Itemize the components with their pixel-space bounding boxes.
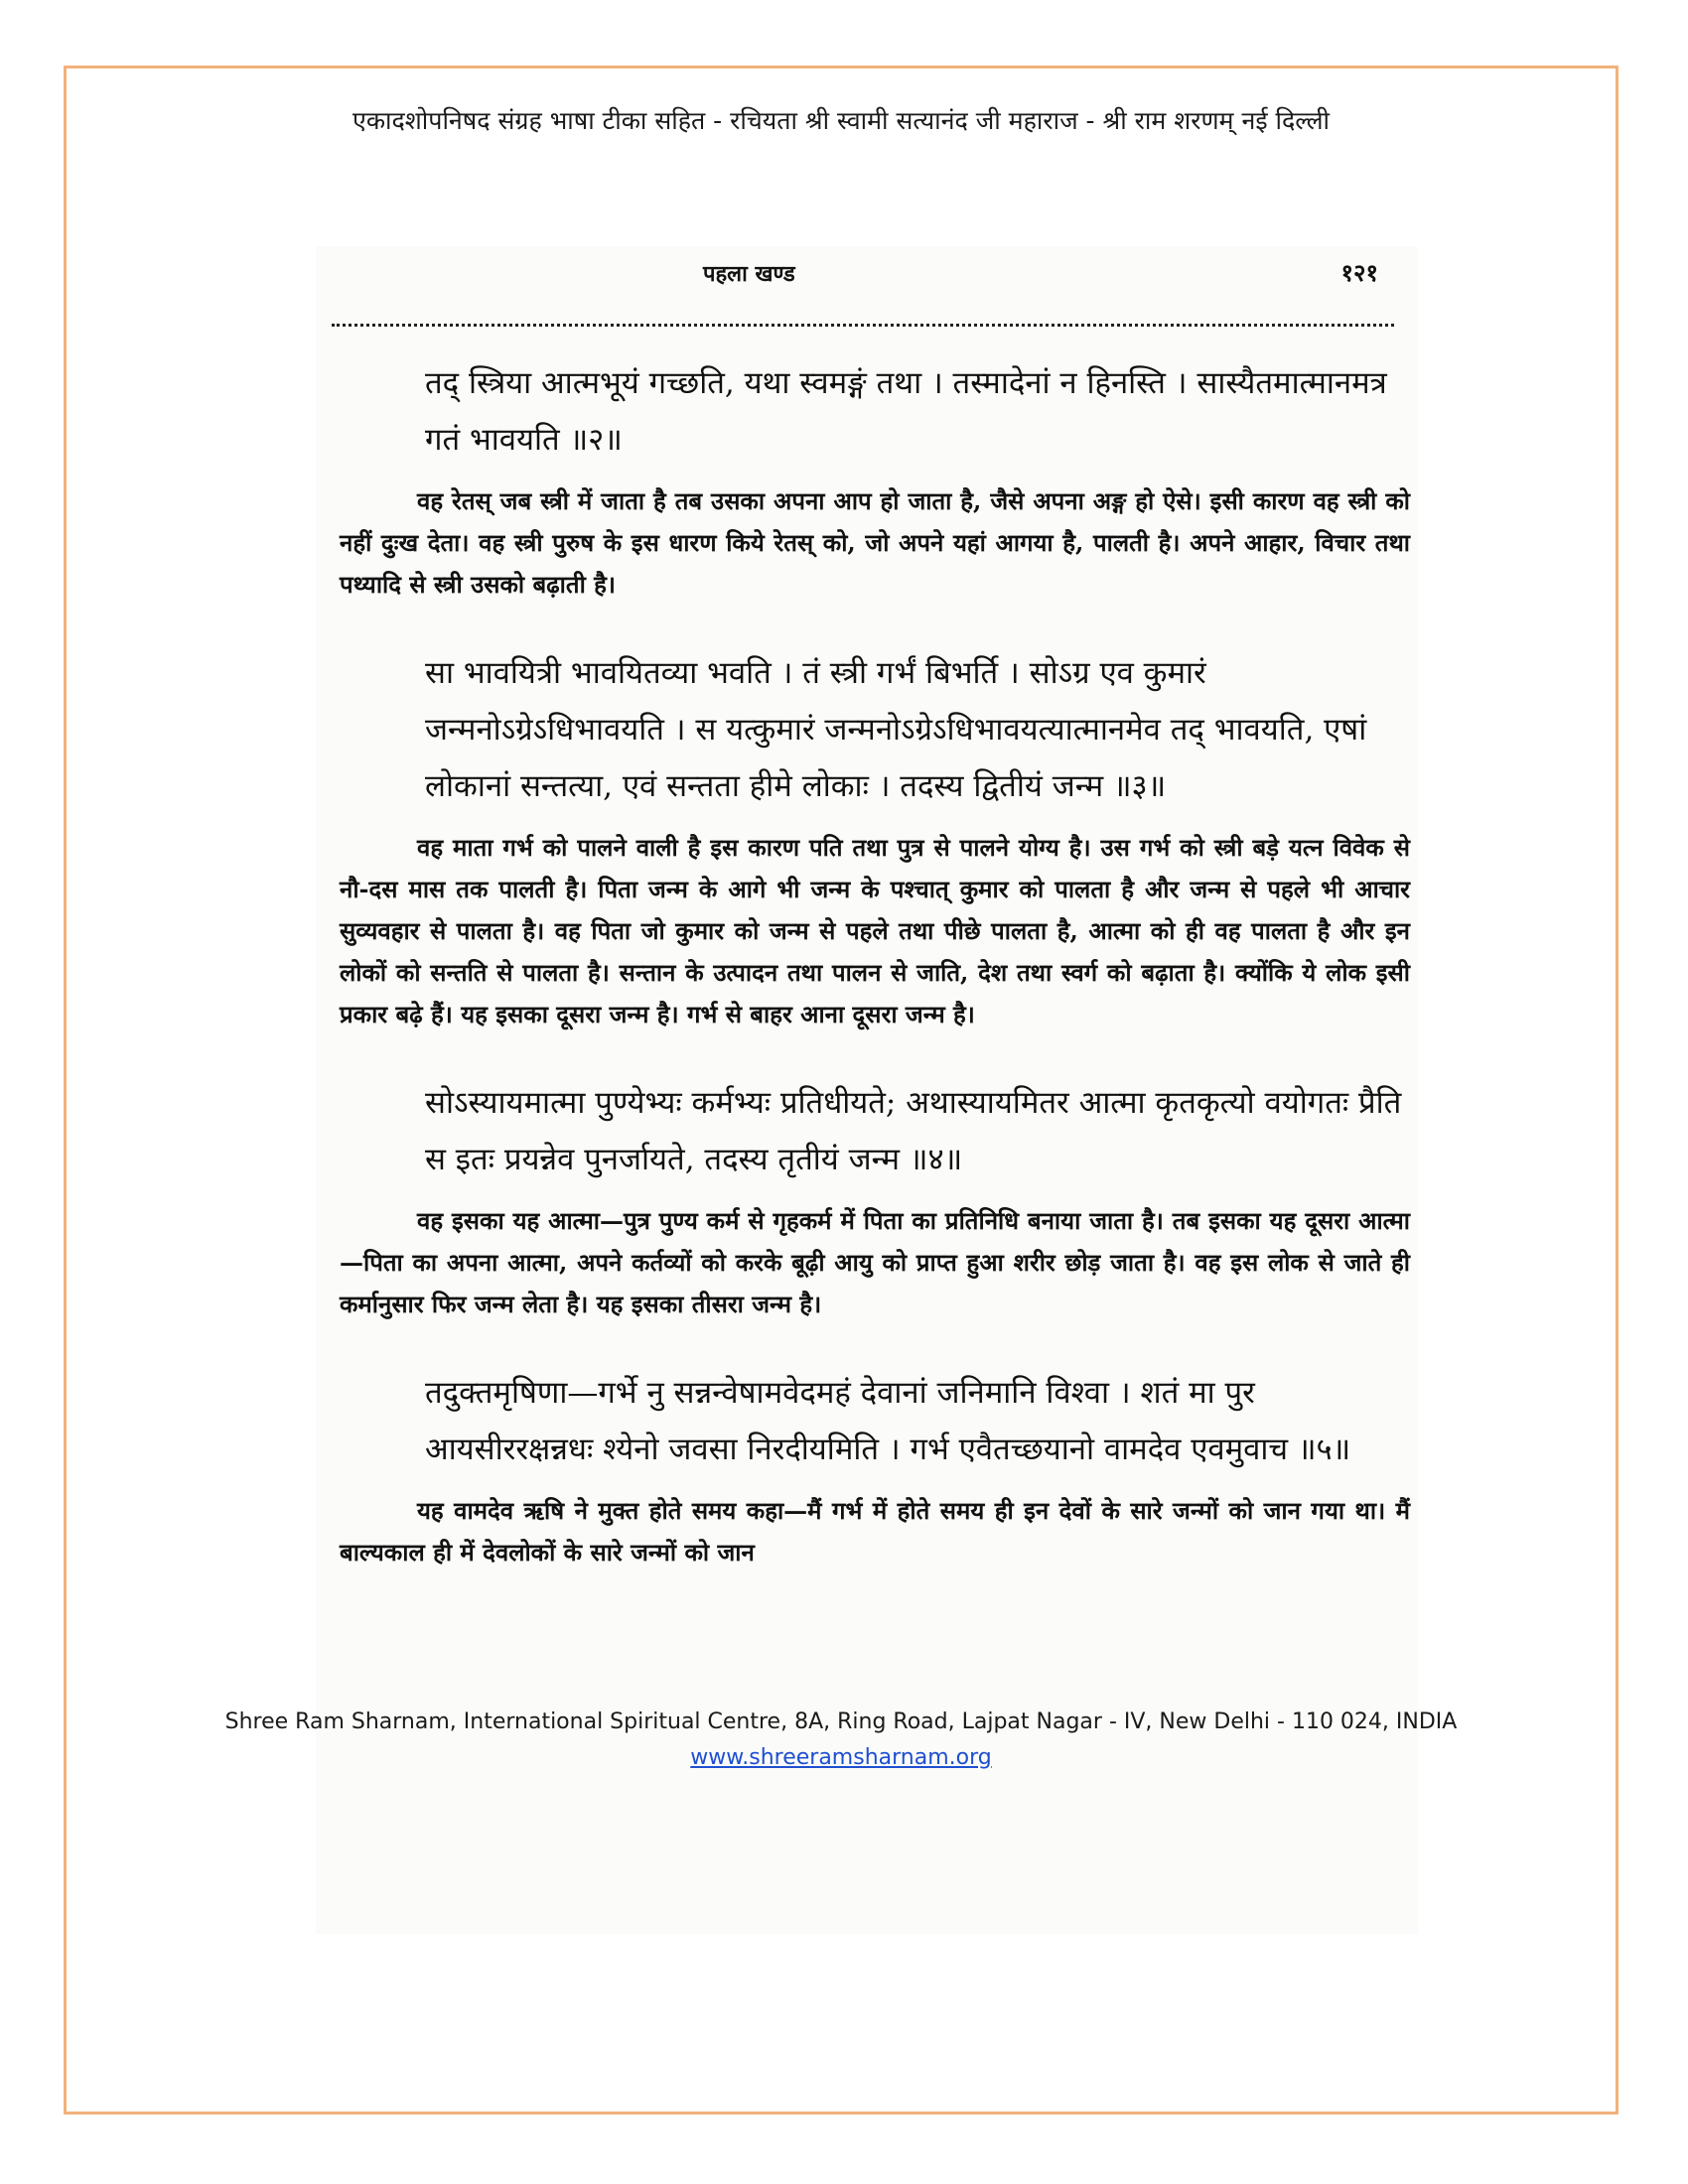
scanned-page	[316, 246, 1418, 1934]
commentary-2: वह रेतस् जब स्त्री में जाता है तब उसका अपना आप हो जाता है, जैसे अपना अङ्ग हो ऐसे। इसी कारण वह स्त्री को नहीं दुःख देता। वह स्त्री पुरुष के इस धारण किये रेतस् को, जो अपने यहां आगया है, पालती है। अपने आहार, विचार तथा पथ्यादि से स्त्री उसको बढ़ाती है।	[340, 486, 1410, 599]
dotted-divider	[332, 324, 1394, 328]
commentary-3: वह माता गर्भ को पालने वाली है इस कारण पति तथा पुत्र से पालने योग्य है। उस गर्भ को स्त्री बड़े यत्न विवेक से नौ-दस मास तक पालती है। पिता जन्म के आगे भी जन्म के पश्चात् कुमार को पालता है और जन्म से पहले भी आचार सुव्यवहार से पालता है। वह पिता जो कुमार को जन्म से पहले तथा पीछे पालता है, आत्मा को ही वह पालता है और इन लोकों को सन्तति से पालता है। सन्तान के उत्पादन तथा पालन से जाति, देश तथा स्वर्ग को बढ़ाता है। क्योंकि ये लोक इसी प्रकार बढ़े हैं। यह इसका दूसरा जन्म है। गर्भ से बाहर आना दूसरा जन्म है।	[340, 833, 1410, 1028]
verse-5: तदुक्तमृषिणा—गर्भे नु सन्नन्वेषामवेदमहं देवानां जनिमानि विश्वा । शतं मा पुर आयसीररक्षन्नधः श्येनो जवसा निरदीयमिति । गर्भ एवैतच्छयानो वामदेव एवमुवाच ॥५॥	[425, 1375, 1351, 1467]
section-title: पहला खण्ड	[703, 261, 795, 287]
scan-running-head	[316, 246, 1418, 294]
footer-address: Shree Ram Sharnam, International Spiritual Centre, 8A, Ring Road, Lajpat Nagar - IV, New Delhi - 110 024, INDIA	[224, 1709, 1458, 1734]
verse-3: सा भावयित्री भावयितव्या भवति । तं स्त्री गर्भं बिभर्ति । सोऽग्र एव कुमारं जन्मनोऽग्रेऽधिभावयति । स यत्कुमारं जन्मनोऽग्रेऽधिभावयत्यात्मानमेव तद् भावयति, एषां लोकानां सन्तत्या, एवं सन्तता हीमे लोकाः । तदस्य द्वितीयं जन्म ॥३॥	[425, 655, 1367, 804]
commentary-4: वह इसका यह आत्मा—पुत्र पुण्य कर्म से गृहकर्म में पिता का प्रतिनिधि बनाया जाता है। तब इसका यह दूसरा आत्मा—पिता का अपना आत्मा, अपने कर्तव्यों को करके बूढ़ी आयु को प्राप्त हुआ शरीर छोड़ जाता है। वह इस लोक से जाते ही कर्मानुसार फिर जन्म लेता है। यह इसका तीसरा जन्म है।	[340, 1206, 1410, 1318]
verse-2: तद् स्त्रिया आत्मभूयं गच्छति, यथा स्वमङ्गं तथा । तस्मादेनां न हिनस्ति । सास्यैतमात्मानमत्र गतं भावयति ॥२॥	[425, 365, 1387, 458]
page-header-title: एकादशोपनिषद संग्रह भाषा टीका सहित - रचियता श्री स्वामी सत्यानंद जी महाराज - श्री राम शरणम् नई दिल्ली	[352, 106, 1330, 135]
verse-4: सोऽस्यायमात्मा पुण्येभ्यः कर्मभ्यः प्रतिधीयते; अथास्यायमितर आत्मा कृतकृत्यो वयोगतः प्रैति स इतः प्रयन्नेव पुनर्जायते, तदस्य तृतीयं जन्म ॥४॥	[425, 1085, 1402, 1177]
commentary-5: यह वामदेव ऋषि ने मुक्त होते समय कहा—मैं गर्भ में होते समय ही इन देवों के सारे जन्मों को जान गया था। मैं बाल्यकाल ही में देवलोकों के सारे जन्मों को जान	[340, 1496, 1410, 1567]
website-link[interactable]: www.shreeramsharnam.org	[690, 1745, 992, 1770]
page-number: १२१	[1340, 258, 1378, 287]
